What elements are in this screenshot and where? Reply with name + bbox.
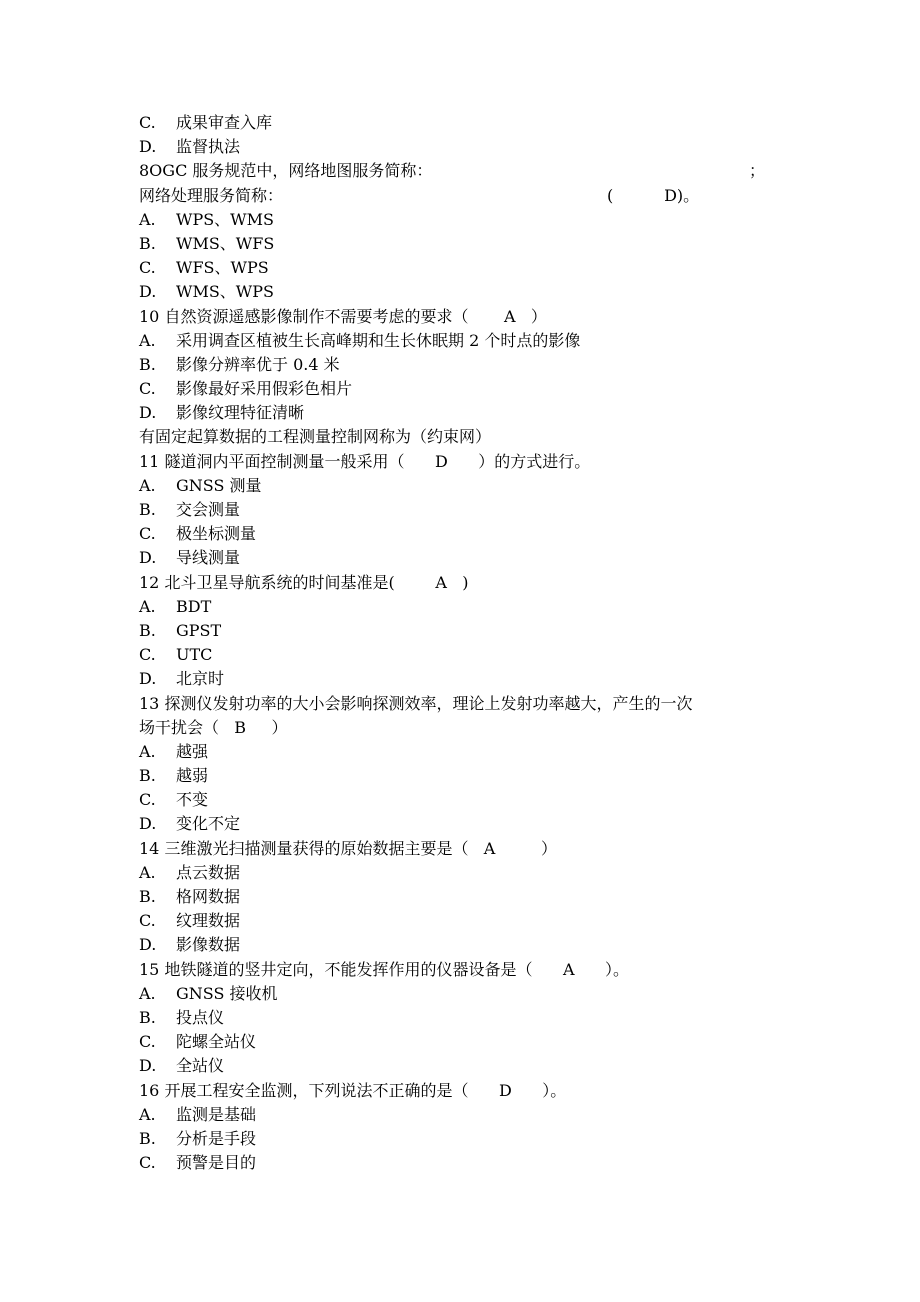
option-text: 成果审查入库: [176, 113, 273, 132]
option-text: WMS、WPS: [176, 282, 274, 302]
option-letter: A.: [139, 596, 156, 616]
option-letter: B.: [139, 887, 156, 906]
note-line: [139, 425, 789, 449]
option-letter: A.: [139, 983, 156, 1003]
option-text: UTC: [176, 645, 213, 665]
question-text: 12 北斗卫星导航系统的时间基准是( A ): [139, 572, 469, 592]
option-text: WPS、WMS: [176, 209, 274, 229]
option-letter: D.: [139, 137, 157, 157]
option-line: [139, 1103, 789, 1127]
option-line: [139, 812, 789, 836]
option-text: GPST: [176, 620, 222, 640]
option-line: [139, 1054, 789, 1078]
option-line: [139, 861, 789, 885]
option-line: [139, 111, 789, 135]
option-line: [139, 353, 789, 377]
option-text: 监督执法: [176, 137, 241, 157]
option-line: [139, 764, 789, 788]
option-text: 纹理数据: [176, 911, 241, 931]
option-letter: C.: [139, 1153, 156, 1173]
option-letter: D.: [139, 548, 157, 568]
option-line: [139, 256, 789, 280]
option-letter: D.: [139, 403, 157, 423]
option-line: [139, 1151, 789, 1175]
option-line: [139, 522, 789, 546]
option-line: [139, 982, 789, 1006]
option-text: 越弱: [176, 766, 209, 786]
question-stem: [139, 450, 789, 474]
option-text: 影像分辨率优于 0.4 米: [176, 354, 340, 374]
option-letter: B.: [139, 233, 156, 253]
option-line: [139, 135, 789, 159]
option-letter: C.: [139, 1032, 156, 1052]
option-text: BDT: [176, 596, 212, 616]
option-line: [139, 208, 789, 232]
option-line: [139, 667, 789, 691]
option-text: 投点仪: [176, 1007, 225, 1027]
option-line: [139, 1006, 789, 1030]
option-text: 北京时: [176, 669, 225, 689]
option-line: [139, 909, 789, 933]
option-letter: C.: [139, 379, 156, 399]
option-line: [139, 280, 789, 304]
option-letter: B.: [139, 620, 156, 640]
question-text: 网络处理服务简称：: [139, 185, 284, 205]
option-text: 全站仪: [176, 1056, 225, 1076]
option-letter: B.: [139, 1128, 156, 1148]
option-line: [139, 546, 789, 570]
option-letter: C.: [139, 645, 156, 665]
option-letter: B.: [139, 766, 156, 786]
option-line: [139, 788, 789, 812]
option-letter: D.: [139, 935, 157, 955]
option-line: [139, 329, 789, 353]
blank-terminator: ；: [748, 161, 765, 181]
option-letter: B.: [139, 1007, 156, 1027]
option-text: 不变: [176, 790, 209, 810]
option-letter: A.: [139, 741, 156, 761]
option-line: [139, 498, 789, 522]
question-stem: [139, 159, 789, 183]
question-text: 15 地铁隧道的竖井定向，不能发挥作用的仪器设备是（ A ）。: [139, 959, 630, 979]
option-letter: A.: [139, 330, 156, 350]
option-text: 格网数据: [176, 887, 241, 906]
option-text: 变化不定: [176, 814, 241, 834]
option-text: WMS、WFS: [176, 233, 275, 253]
option-line: [139, 232, 789, 256]
question-stem: [139, 958, 789, 982]
option-text: 采用调查区植被生长高峰期和生长休眠期 2 个时点的影像: [176, 330, 581, 350]
option-text: GNSS 接收机: [176, 983, 278, 1003]
option-letter: A.: [139, 862, 156, 882]
option-line: [139, 377, 789, 401]
option-letter: D.: [139, 1056, 157, 1076]
note-text: 有固定起算数据的工程测量控制网称为（约束网）: [139, 427, 492, 447]
option-text: 预警是目的: [176, 1153, 257, 1173]
question-text: 场干扰会（ B ）: [139, 717, 288, 737]
option-text: 分析是手段: [176, 1128, 257, 1148]
option-line: [139, 401, 789, 425]
question-stem: [139, 305, 789, 329]
option-letter: C.: [139, 113, 156, 132]
question-text: 8OGC 服务规范中，网络地图服务简称：: [139, 161, 433, 181]
option-letter: D.: [139, 814, 157, 834]
option-text: 陀螺全站仪: [176, 1032, 257, 1052]
option-line: [139, 595, 789, 619]
option-text: 点云数据: [176, 862, 241, 882]
option-text: 监测是基础: [176, 1104, 257, 1124]
option-letter: A.: [139, 1104, 156, 1124]
option-text: 导线测量: [176, 548, 241, 568]
option-letter: D.: [139, 669, 157, 689]
option-letter: A.: [139, 475, 156, 495]
option-text: 影像数据: [176, 935, 241, 955]
question-text: 10 自然资源遥感影像制作不需要考虑的要求（ A ）: [139, 306, 547, 326]
option-line: [139, 474, 789, 498]
option-text: 极坐标测量: [176, 524, 257, 544]
question-stem: [139, 837, 789, 861]
option-letter: C.: [139, 790, 156, 810]
document-page: [139, 111, 789, 1175]
option-letter: D.: [139, 282, 157, 302]
option-line: [139, 933, 789, 957]
option-line: [139, 740, 789, 764]
option-text: WFS、WPS: [176, 258, 269, 278]
option-line: [139, 1030, 789, 1054]
option-letter: C.: [139, 258, 156, 278]
option-letter: B.: [139, 500, 156, 519]
option-letter: A.: [139, 209, 156, 229]
option-letter: C.: [139, 911, 156, 931]
question-text: 14 三维激光扫描测量获得的原始数据主要是（ A ）: [139, 838, 558, 858]
option-line: [139, 619, 789, 643]
question-stem: [139, 692, 789, 716]
option-text: 影像纹理特征清晰: [176, 403, 305, 423]
option-text: 影像最好采用假彩色相片: [176, 379, 353, 399]
question-text: 11 隧道洞内平面控制测量一般采用（ D ）的方式进行。: [139, 451, 591, 471]
question-text: 16 开展工程安全监测，下列说法不正确的是（ D ）。: [139, 1080, 567, 1100]
question-stem: [139, 571, 789, 595]
option-letter: B.: [139, 354, 156, 374]
option-text: 越强: [176, 741, 209, 761]
option-text: 交会测量: [176, 500, 241, 519]
option-line: [139, 885, 789, 909]
question-stem: [139, 184, 789, 208]
option-letter: C.: [139, 524, 156, 544]
question-stem-continued: [139, 716, 789, 740]
question-text: 13 探测仪发射功率的大小会影响探测效率，理论上发射功率越大，产生的一次: [139, 693, 693, 713]
option-line: [139, 643, 789, 667]
question-stem: [139, 1079, 789, 1103]
answer-parenthesis: ( D)。: [607, 185, 700, 205]
option-line: [139, 1127, 789, 1151]
option-text: GNSS 测量: [176, 475, 262, 495]
